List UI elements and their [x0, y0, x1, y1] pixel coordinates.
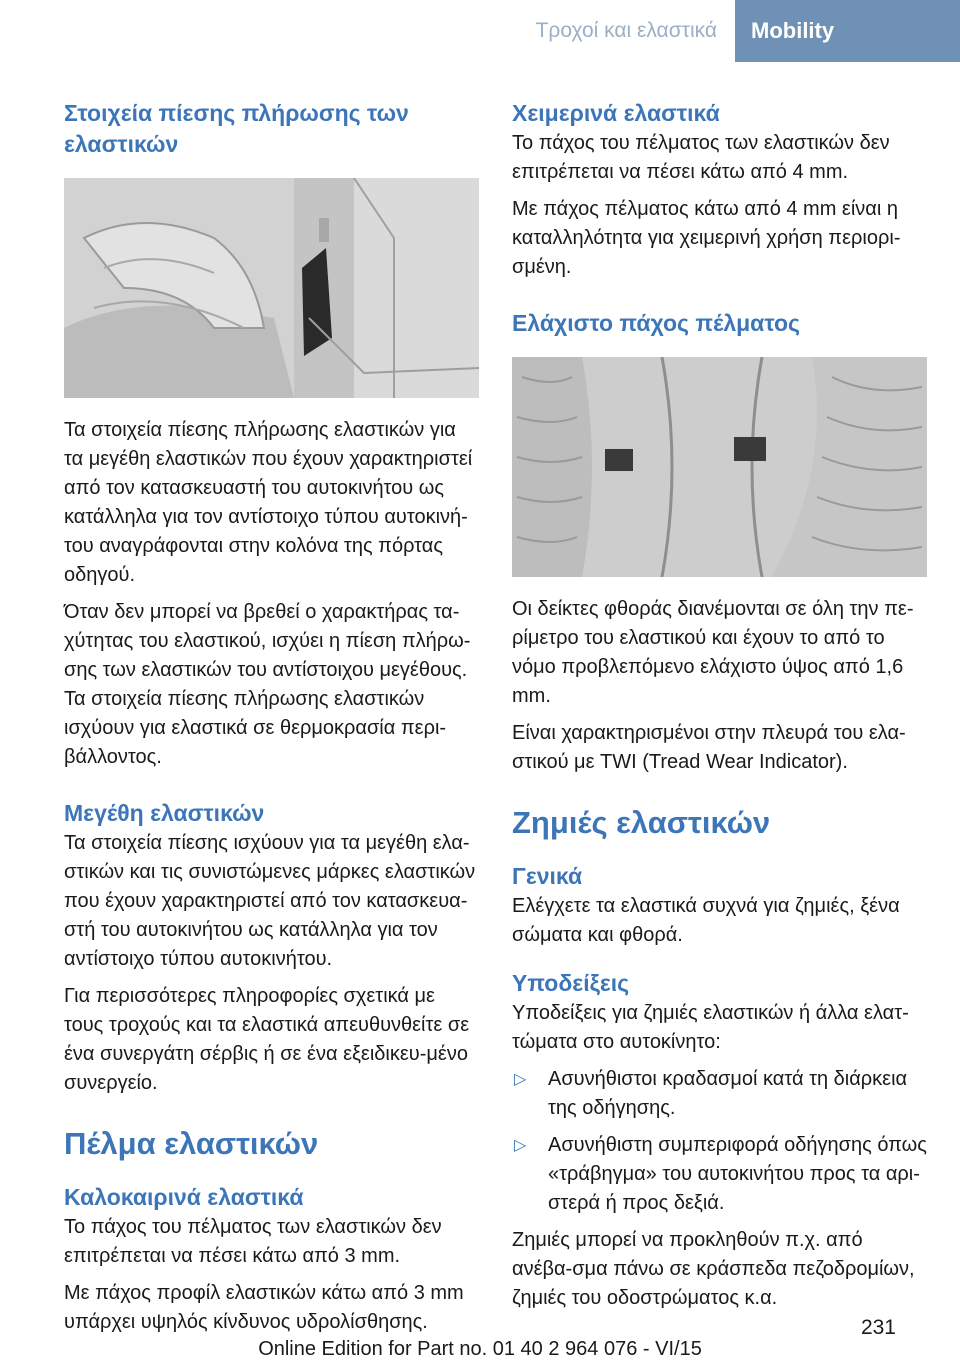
paragraph: Για περισσότερες πληροφορίες σχετικά με τους τροχούς και τα ελαστικά απευθυνθείτε σε ένα συνεργάτη σέρβις ή σε ένα εξειδικευ-μένο συνεργείο.: [64, 985, 470, 1094]
heading-hints: Υποδείξεις: [512, 970, 630, 996]
paragraph: Τα στοιχεία πίεσης ισχύουν για τα μεγέθη ελα-στικών και τις συνιστώμενες μάρκες ελαστικών που έχουν χαρακτηριστεί από τον κατασκευα-στή του αυτοκινήτου ως κατάλληλα για τον αντίστοιχο τύπου αυτοκινήτου.: [64, 832, 476, 970]
paragraph: Με πάχος προφίλ ελαστικών κάτω από 3 mm υπάρχει υψηλός κίνδυνος υδρολίσθησης.: [64, 1282, 464, 1333]
paragraph: Όταν δεν μπορεί να βρεθεί ο χαρακτήρας τα-χύτητας του ελαστικού, ισχύει η πίεση πλήρω-σης των ελαστικών του αντίστοιχου μεγέθους. Τα στοιχεία πίεσης πλήρωσης ελαστικών ισχύουν για ελαστικά σε θερμοκρασία περι-βάλλοντος.: [64, 601, 471, 768]
paragraph: Το πάχος του πέλματος των ελαστικών δεν επιτρέπεται να πέσει κάτω από 4 mm.: [512, 132, 890, 183]
page-footer: [0, 1316, 960, 1362]
heading-tire-pressure-data: Στοιχεία πίεσης πλήρωσης των ελαστικών: [64, 100, 409, 157]
triangle-bullet-icon: ▷: [514, 1137, 527, 1154]
heading-general: Γενικά: [512, 863, 583, 889]
heading-winter-tires: Χειμερινά ελαστικά: [512, 100, 720, 126]
paragraph: Με πάχος πέλματος κάτω από 4 mm είναι η καταλληλότητα για χειμερινή χρήση περιορι-σμένη.: [512, 198, 901, 278]
list-item: ▷ Ασυνήθιστοι κραδασμοί κατά τη διάρκεια της οδήγησης.: [512, 1065, 927, 1123]
running-header: [0, 0, 960, 62]
paragraph: Το πάχος του πέλματος των ελαστικών δεν επιτρέπεται να πέσει κάτω από 3 mm.: [64, 1216, 442, 1267]
left-column: [64, 98, 479, 1337]
list-item: ▷ Ασυνήθιστη συμπεριφορά οδήγησης όπως «τράβηγμα» του αυτοκινήτου προς τα αρι-στερά ή προς δεξιά.: [512, 1131, 927, 1218]
section-title: Τροχοί και ελαστικά: [475, 0, 735, 62]
chapter-tab: Mobility: [735, 0, 960, 62]
triangle-bullet-icon: ▷: [514, 1071, 527, 1088]
heading-minimum-tread: Ελάχιστο πάχος πέλματος: [512, 310, 800, 336]
tread-wear-indicator-illustration: [512, 357, 927, 577]
paragraph: Τα στοιχεία πίεσης πλήρωσης ελαστικών για τα μεγέθη ελαστικών που έχουν χαρακτηριστεί από τον κατασκευαστή του αυτοκινήτου ως κατάλληλα για τον αντίστοιχο τύπου αυτοκινή-του αναγράφονται στην κολόνα της πόρτας οδηγού.: [64, 419, 473, 586]
paragraph: Οι δείκτες φθοράς διανέμονται σε όλη την πε-ρίμετρο του ελαστικού και έχουν το από το νόμο προβλεπόμενο ελάχιστο ύψος από 1,6 mm.: [512, 598, 914, 707]
right-column: [512, 98, 927, 1313]
door-pillar-image-icon: [64, 178, 479, 398]
heading-summer-tires: Καλοκαιρινά ελαστικά: [64, 1184, 304, 1210]
door-pillar-illustration: [64, 178, 479, 398]
paragraph: Ζημιές μπορεί να προκληθούν π.χ. από ανέβα-σμα πάνω σε κράσπεδα πεζοδρομίων, ζημιές του οδοστρώματος κ.α.: [512, 1229, 915, 1309]
paragraph: Είναι χαρακτηρισμένοι στην πλευρά του ελα-στικού με TWI (Tread Wear Indicator).: [512, 722, 906, 773]
tread-image-icon: [512, 357, 927, 577]
heading-tire-tread: Πέλμα ελαστικών: [64, 1126, 319, 1161]
heading-tire-damage: Ζημιές ελαστικών: [512, 805, 771, 840]
paragraph: Ελέγχετε τα ελαστικά συχνά για ζημιές, ξένα σώματα και φθορά.: [512, 895, 900, 946]
paragraph: Υποδείξεις για ζημιές ελαστικών ή άλλα ελατ-τώματα στο αυτοκίνητο:: [512, 1002, 909, 1053]
heading-tire-sizes: Μεγέθη ελαστικών: [64, 800, 265, 826]
hint-list: [512, 1065, 927, 1218]
edition-note: Online Edition for Part no. 01 40 2 964 076 - VI/15: [258, 1338, 702, 1360]
page-number: 231: [860, 1316, 896, 1339]
